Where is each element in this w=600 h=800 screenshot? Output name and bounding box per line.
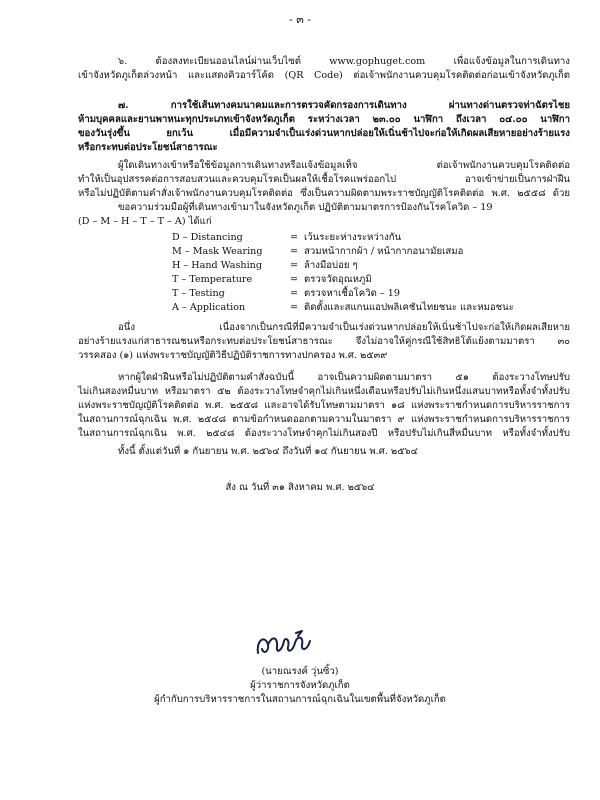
paragraph-line: แห่งพระราชบัญญัติโรคติดต่อ พ.ศ. ๒๕๕๘ และอาจได้รับโทษตามมาตรา ๑๘ แห่งพระราชกำหนดการบริหารราชการ — [78, 400, 570, 411]
measure-description: ตรวจหาเชื้อโควิด – 19 — [304, 288, 400, 299]
measure-code: M – Mask Wearing — [172, 246, 263, 257]
measure-description: สวมหน้ากากผ้า / หน้ากากอนามัยเสมอ — [304, 246, 464, 257]
measure-description: เว้นระยะห่างระหว่างกัน — [304, 232, 402, 243]
equals-sign: = — [290, 246, 299, 257]
signature — [252, 627, 322, 661]
measure-code: D – Distancing — [172, 232, 243, 243]
paragraph-line: อนึ่ง เนื่องจากเป็นกรณีที่มีความจำเป็นเร่งด่วนหากปล่อยให้เนิ่นช้าไปจะก่อให้เกิดผลเสียหาย — [118, 322, 570, 333]
paragraph-line: ขอความร่วมมือผู้ที่เดินทางเข้ามาในจังหวัดภูเก็ต ปฏิบัติตามมาตรการป้องกันโรคโควิด – 19 — [118, 202, 493, 213]
handwritten-signature — [252, 627, 322, 661]
paragraph-line: ห้ามบุคคลและยานพาหนะทุกประเภทเข้าจังหวัดภูเก็ต ระหว่างเวลา ๒๓.๐๐ นาฬิกา ถึงเวลา ๐๔.๐๐ นาฬิกา — [78, 114, 570, 125]
measure-description: ติดตั้งและสแกนแอปพลิเคชันไทยชนะ และหมอชนะ — [304, 302, 514, 313]
paragraph-line: ทำให้เป็นอุปสรรคต่อการสอบสวนและควบคุมโรคเป็นผลให้เชื้อโรคแพร่ออกไป อาจเข้าข่ายเป็นการฝ่าฝืน — [78, 174, 570, 185]
paragraph-line: ผู้ใดเดินทางเข้าหรือใช้ข้อมูลการเดินทางหรือแจ้งข้อมูลเท็จ ต่อเจ้าพนักงานควบคุมโรคติดต่อ — [118, 160, 570, 171]
paragraph-line: วรรคสอง (๑) แห่งพระราชบัญญัติวิธีปฏิบัติราชการทางปกครอง พ.ศ. ๒๕๓๙ — [78, 350, 388, 361]
equals-sign: = — [290, 232, 299, 243]
signer-role: ผู้กำกับการบริหารราชการในสถานการณ์ฉุกเฉินในเขตพื้นที่จังหวัดภูเก็ต — [154, 694, 446, 705]
paragraph-line: หรือกระทบต่อประโยชน์สาธารณะ — [78, 142, 218, 153]
paragraph-line: หากผู้ใดฝ่าฝืนหรือไม่ปฏิบัติตามคำสั่งฉบับนี้ อาจเป็นความผิดตามมาตรา ๕๑ ต้องระวางโทษปรับ — [118, 372, 570, 383]
measure-code: A – Application — [172, 302, 246, 313]
paragraph-line: ในสถานการณ์ฉุกเฉิน พ.ศ. ๒๕๔๘ ต้องระวางโทษจำคุกไม่เกินสองปี หรือปรับไม่เกินสี่หมื่นบาท หรือทั้งจำทั้งปรับ — [78, 428, 570, 439]
effective-period: ทั้งนี้ ตั้งแต่วันที่ ๑ กันยายน พ.ศ. ๒๕๖๔ ถึงวันที่ ๑๔ กันยายน พ.ศ. ๒๕๖๔ — [118, 446, 418, 457]
equals-sign: = — [290, 288, 299, 299]
order-date: สั่ง ณ วันที่ ๓๑ สิงหาคม พ.ศ. ๒๕๖๔ — [225, 482, 375, 493]
signer-title: ผู้ว่าราชการจังหวัดภูเก็ต — [250, 680, 350, 691]
paragraph-line: หรือไม่ปฏิบัติตามคำสั่งเจ้าพนักงานควบคุมโรคติดต่อ ซึ่งเป็นความผิดตามพระราชบัญญัติโรคติดต่อ พ.ศ. ๒๕๕๘ ด้วย — [78, 188, 570, 199]
paragraph-line: เข้าจังหวัดภูเก็ตล่วงหน้า และแสดงคิวอาร์โค้ด (QR Code) ต่อเจ้าพนักงานควบคุมโรคติดต่อก่อนเข้าจังหวัดภูเก็ต — [78, 70, 570, 81]
paragraph-line: อย่างร้ายแรงแก่สาธารณชนหรือกระทบต่อประโยชน์สาธารณะ จึงไม่อาจให้คู่กรณีใช้สิทธิโต้แย้งตามมาตรา ๓๐ — [78, 336, 570, 347]
paragraph-line: ของวันรุ่งขึ้น ยกเว้น เมื่อมีความจำเป็นเร่งด่วนหากปล่อยให้เนิ่นช้าไปจะก่อให้เกิดผลเสียหายอย่างร้ายแรง — [78, 128, 570, 139]
page-number: - ๓ - — [289, 13, 311, 26]
equals-sign: = — [290, 302, 299, 313]
paragraph-line: ในสถานการณ์ฉุกเฉิน พ.ศ. ๒๕๔๘ ตามข้อกำหนดออกตามความในมาตรา ๙ แห่งพระราชกำหนดการบริหารราชการ — [78, 414, 570, 425]
measure-code: H – Hand Washing — [172, 260, 262, 271]
paragraph-line: ๗. การใช้เส้นทางคมนาคมและการตรวจคัดกรองการเดินทาง ผ่านทางด่านตรวจท่าฉัตรไชย — [118, 100, 570, 111]
measure-description: ตรวจวัดอุณหภูมิ — [304, 274, 372, 285]
measure-code: T – Temperature — [172, 274, 253, 285]
paragraph-line: ไม่เกินสองหมื่นบาท หรือมาตรา ๕๒ ต้องระวางโทษจำคุกไม่เกินหนึ่งเดือนหรือปรับไม่เกินหนึ่งแสนบาทหรือทั้งจำทั้งปรับ — [78, 386, 570, 397]
measure-code: T – Testing — [172, 288, 225, 299]
paragraph-line: ๖. ต้องลงทะเบียนออนไลน์ผ่านเว็บไซต์ www.gophuget.com เพื่อแจ้งข้อมูลในการเดินทาง — [118, 56, 570, 67]
measure-description: ล้างมือบ่อย ๆ — [304, 260, 358, 271]
paragraph-line: (D – M – H – T – T – A) ได้แก่ — [78, 216, 212, 227]
equals-sign: = — [290, 260, 299, 271]
signer-name: (นายณรงค์ วุ่นซิ้ว) — [261, 666, 339, 677]
equals-sign: = — [290, 274, 299, 285]
